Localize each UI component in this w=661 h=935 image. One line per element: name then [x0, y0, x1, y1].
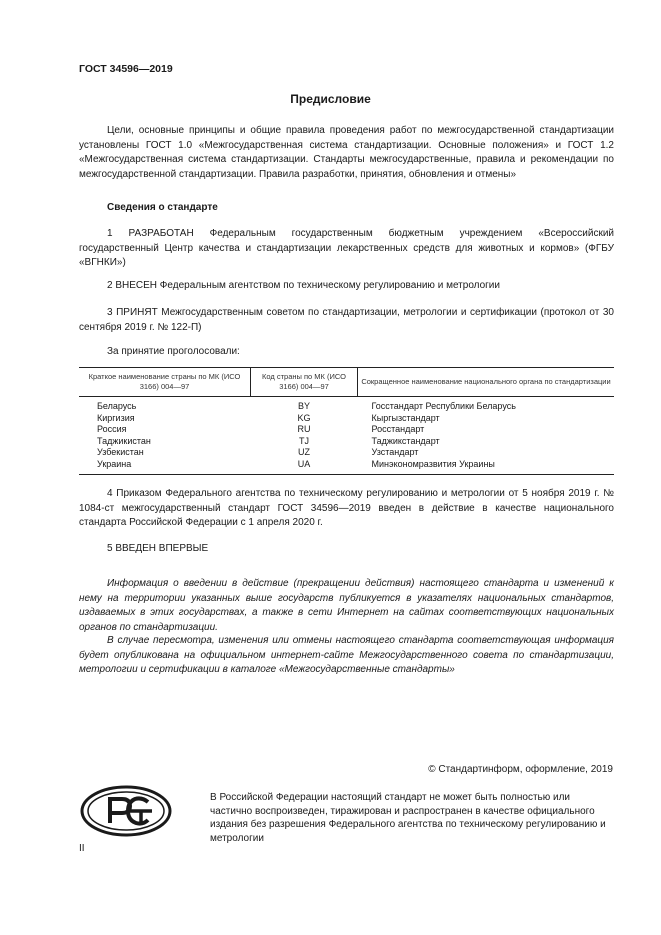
intro-paragraph: [79, 124, 614, 182]
vote-intro: За принятие проголосовали:: [107, 346, 240, 357]
item-1-text: 1 РАЗРАБОТАН Федеральным государственным бюджетным учреждением «Всероссийский государственный Центр качества и стандартизации лекарственных средств для животных и кормов» (ФГБУ «ВГНКИ»): [79, 228, 614, 268]
country-cell: Россия: [97, 424, 127, 435]
header-country: Краткое наименование страны по МК (ИСО 3166) 004—97: [79, 368, 251, 397]
code-cell: BY: [297, 401, 310, 411]
table-row: [79, 459, 614, 474]
country-cell: Узбекистан: [97, 447, 144, 458]
header-code: Код страны по МК (ИСО 3166) 004—97: [251, 368, 358, 397]
item-1: [79, 227, 614, 271]
copyright-notice: В Российской Федерации настоящий стандарт не может быть полностью или частично воспроизведен, тиражирован и распространен в качестве официального издания без разрешения Федерального агентства по техническому регулированию и метрологии: [210, 792, 606, 844]
item-4-text: 4 Приказом Федерального агентства по техническому регулированию и метрологии от 5 ноября 2019 г. № 1084-ст межгосударственный стандарт ГОСТ 34596—2019 введен в действие в качестве национального стандарта Российской Федерации с 1 апреля 2020 г.: [79, 488, 614, 528]
country-cell: Киргизия: [97, 412, 135, 423]
table-row: [79, 424, 614, 436]
page-number: II: [79, 843, 85, 854]
country-cell: Украина: [79, 459, 251, 474]
intro-text: Цели, основные принципы и общие правила проведения работ по межгосударственной стандартизации установлены ГОСТ 1.0 «Межгосударственная система стандартизации. Основные положения» и ГОСТ 1.2 «Межгосударственная система стандартизации. Стандарты межгосударственные, правила и рекомендации по межгосударственной стандартизации. Правила разработки, принятия, обновления и отмены»: [79, 125, 614, 180]
info-heading: Сведения о стандарте: [107, 202, 218, 213]
item-4: [79, 487, 614, 531]
item-5: 5 ВВЕДЕН ВПЕРВЫЕ: [107, 543, 209, 554]
body-cell: Таджикстандарт: [371, 435, 440, 446]
body-cell: Госстандарт Республики Беларусь: [371, 401, 516, 411]
code-cell: UA: [251, 459, 358, 474]
info-italic-1: [79, 577, 614, 635]
body-cell: Кыргызстандарт: [371, 412, 440, 423]
body-cell: Минэкономразвития Украины: [358, 459, 615, 474]
info-italic-2: [79, 634, 614, 678]
item-3: [79, 306, 614, 335]
table-row: [79, 447, 614, 459]
code-cell: KG: [297, 412, 311, 423]
header-body: Сокращенное наименование национального органа по стандартизации: [358, 368, 615, 397]
info-italic-2-text: В случае пересмотра, изменения или отмены настоящего стандарта соответствующая информация будет опубликована на официальном интернет-сайте Межгосударственного совета по стандартизации, метрологии и сертификации в каталоге «Межгосударственные стандарты»: [79, 635, 614, 675]
copyright: © Стандартинформ, оформление, 2019: [428, 764, 613, 775]
page-title: Предисловие: [290, 92, 371, 106]
voting-table: [79, 367, 614, 475]
table-row: [79, 436, 614, 448]
code-cell: TJ: [299, 435, 309, 446]
table-row: [79, 397, 614, 413]
table-header-row: [79, 368, 614, 397]
code-cell: UZ: [298, 447, 310, 458]
country-cell: Беларусь: [97, 401, 137, 411]
country-cell: Таджикистан: [97, 435, 151, 446]
item-2: 2 ВНЕСЕН Федеральным агентством по техническому регулированию и метрологии: [107, 280, 500, 291]
code-cell: RU: [297, 424, 311, 435]
rst-logo-icon: [80, 785, 172, 837]
document-code: ГОСТ 34596—2019: [79, 63, 173, 75]
rst-logo: [80, 785, 172, 837]
body-cell: Росстандарт: [371, 424, 425, 435]
body-cell: Узстандарт: [371, 447, 419, 458]
table-row: [79, 413, 614, 425]
item-3-text: 3 ПРИНЯТ Межгосударственным советом по стандартизации, метрологии и сертификации (протокол от 30 сентября 2019 г. № 122-П): [79, 307, 614, 333]
info-italic-1-text: Информация о введении в действие (прекращении действия) настоящего стандарта и изменений к нему на территории указанных выше государств публикуется в указателях национальных стандартов, издаваемых в этих государствах, а также в сети Интернет на сайтах соответствующих национальных органов по стандартизации.: [79, 578, 614, 633]
